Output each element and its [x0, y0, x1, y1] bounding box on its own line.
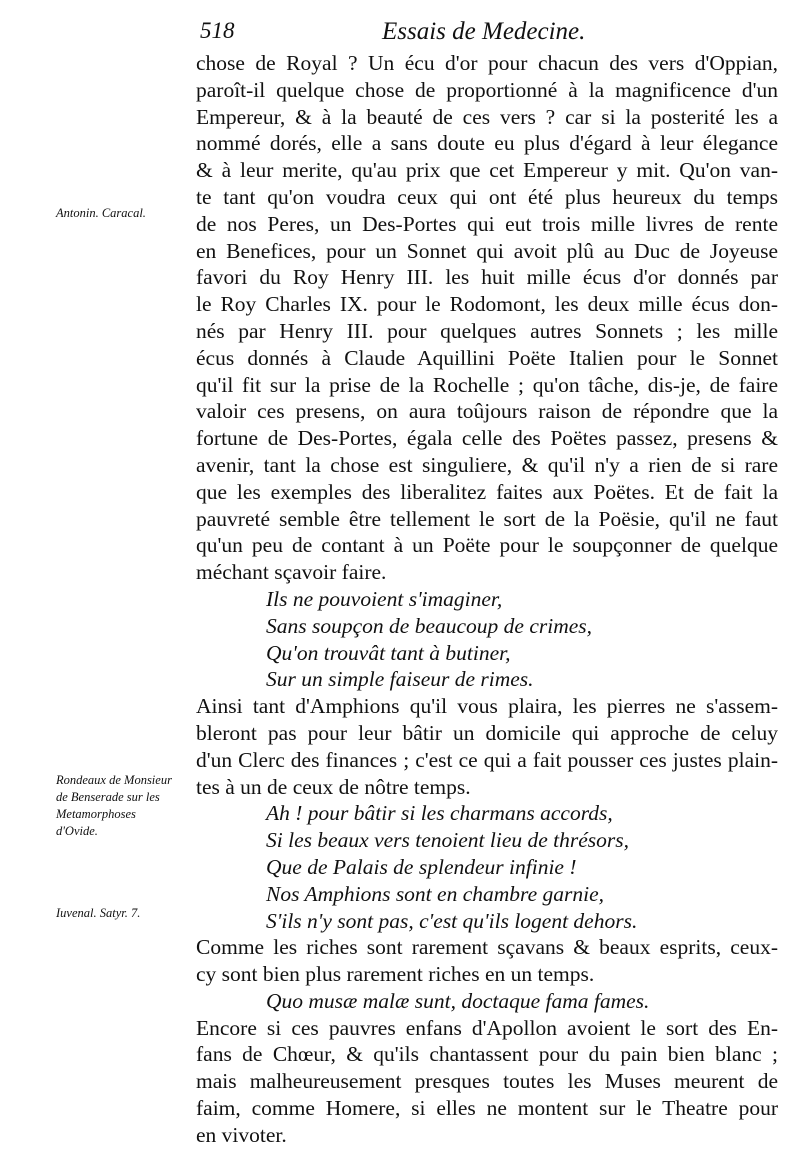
margin-note-benserade: Rondeaux de Monsieur de Benserade sur les Metamorphoses d'Ovide. — [56, 773, 172, 838]
text-line: en vivoter. — [196, 1122, 287, 1147]
text-line: pauvreté semble être tellement le sort de la Poësie, qu'il ne faut — [196, 506, 778, 531]
margin-note-juvenal: Iuvenal. Satyr. 7. — [56, 906, 141, 920]
verse-line: Ils ne pouvoient s'imaginer, — [266, 586, 503, 611]
text-line: bleront pas pour leur bâtir un domicile qui approche de celuy — [196, 720, 778, 745]
text-line: chose de Royal ? Un écu d'or pour chacun des vers d'Oppian, — [196, 51, 778, 75]
text-line: Ainsi tant d'Amphions qu'il vous plaira, les pierres ne s'assem- — [196, 694, 778, 719]
text-line: mais malheureusement presques toutes les Muses meurent de — [196, 1069, 778, 1094]
verse-line: Ah ! pour bâtir si les charmans accords, — [266, 801, 613, 826]
verse-line: Sur un simple faiseur de rimes. — [266, 667, 534, 692]
text-line: qu'un peu de contant à un Poëte pour le soupçonner de quelque — [196, 533, 778, 558]
verse-line: Si les beaux vers tenoient lieu de thrésors, — [266, 828, 630, 853]
text-line: Empereur, & à la beauté de ces vers ? car si la posterité les a — [196, 104, 778, 129]
text-line: Comme les riches sont rarement sçavans & beaux esprits, ceux- — [196, 935, 778, 960]
running-title: Essais de Medecine. — [382, 18, 586, 45]
verse-line: Quo musæ malæ sunt, doctaque fama fames. — [266, 988, 650, 1013]
text-line: faim, comme Homere, si elles ne montent sur le Theatre pour — [196, 1096, 778, 1121]
text-line: te tant qu'on voudra ceux qui ont été plus heureux du temps — [196, 184, 778, 209]
text-line: le Roy Charles IX. pour le Rodomont, les deux mille écus don- — [196, 292, 778, 317]
text-line: en Benefices, pour un Sonnet qui avoit plû au Duc de Joyeuse — [196, 238, 778, 263]
verse-line: Sans soupçon de beaucoup de crimes, — [266, 613, 593, 638]
verse-line: Nos Amphions sont en chambre garnie, — [266, 881, 605, 906]
text-line: tes à un de ceux de nôtre temps. — [196, 774, 471, 799]
text-line: fortune de Des-Portes, égala celle des Poëtes passez, presens & — [196, 426, 778, 451]
text-line: avenir, tant la chose est singuliere, & qu'il n'y a rien de si rare — [196, 452, 778, 477]
text-line: fans de Chœur, & qu'ils chantassent pour du pain bien blanc ; — [196, 1042, 778, 1067]
text-line: nés par Henry III. pour quelques autres Sonnets ; les mille — [196, 318, 778, 343]
text-line: & à leur merite, qu'au prix que cet Empereur y mit. Qu'on van- — [196, 158, 778, 183]
verse-line: Qu'on trouvât tant à butiner, — [266, 640, 511, 665]
text-line: qu'il fit sur la prise de la Rochelle ; qu'on tâche, dis-je, de faire — [196, 372, 778, 397]
margin-note-antonin: Antonin. Caracal. — [56, 206, 146, 220]
text-line: nommé dorés, elle a sans doute eu plus d'égard à leur élegance — [196, 131, 778, 156]
text-line: favori du Roy Henry III. les huit mille écus d'or donnés par — [196, 265, 778, 290]
text-line: valoir ces presens, on aura toûjours raison de répondre que la — [196, 399, 778, 424]
text-line: que les exemples des liberalitez faites aux Poëtes. Et de fait la — [196, 479, 778, 504]
text-line: cy sont bien plus rarement riches en un temps. — [196, 962, 595, 987]
text-line: Encore si ces pauvres enfans d'Apollon avoient le sort des En- — [196, 1015, 778, 1040]
text-line: méchant sçavoir faire. — [196, 560, 387, 585]
verse-line: Que de Palais de splendeur infinie ! — [266, 854, 577, 879]
text-line: d'un Clerc des finances ; c'est ce qui a fait pousser ces justes plain- — [196, 747, 778, 772]
text-line: de nos Peres, un Des-Portes qui eut trois mille livres de rente — [196, 211, 778, 236]
main-text — [196, 50, 778, 1149]
text-line: paroît-il quelque chose de proportionné à la magnificence d'un — [196, 77, 778, 102]
text-line: écus donnés à Claude Aquillini Poëte Italien pour le Sonnet — [196, 345, 778, 370]
page-number: 518 — [200, 18, 235, 43]
verse-line: S'ils n'y sont pas, c'est qu'ils logent dehors. — [266, 908, 638, 933]
